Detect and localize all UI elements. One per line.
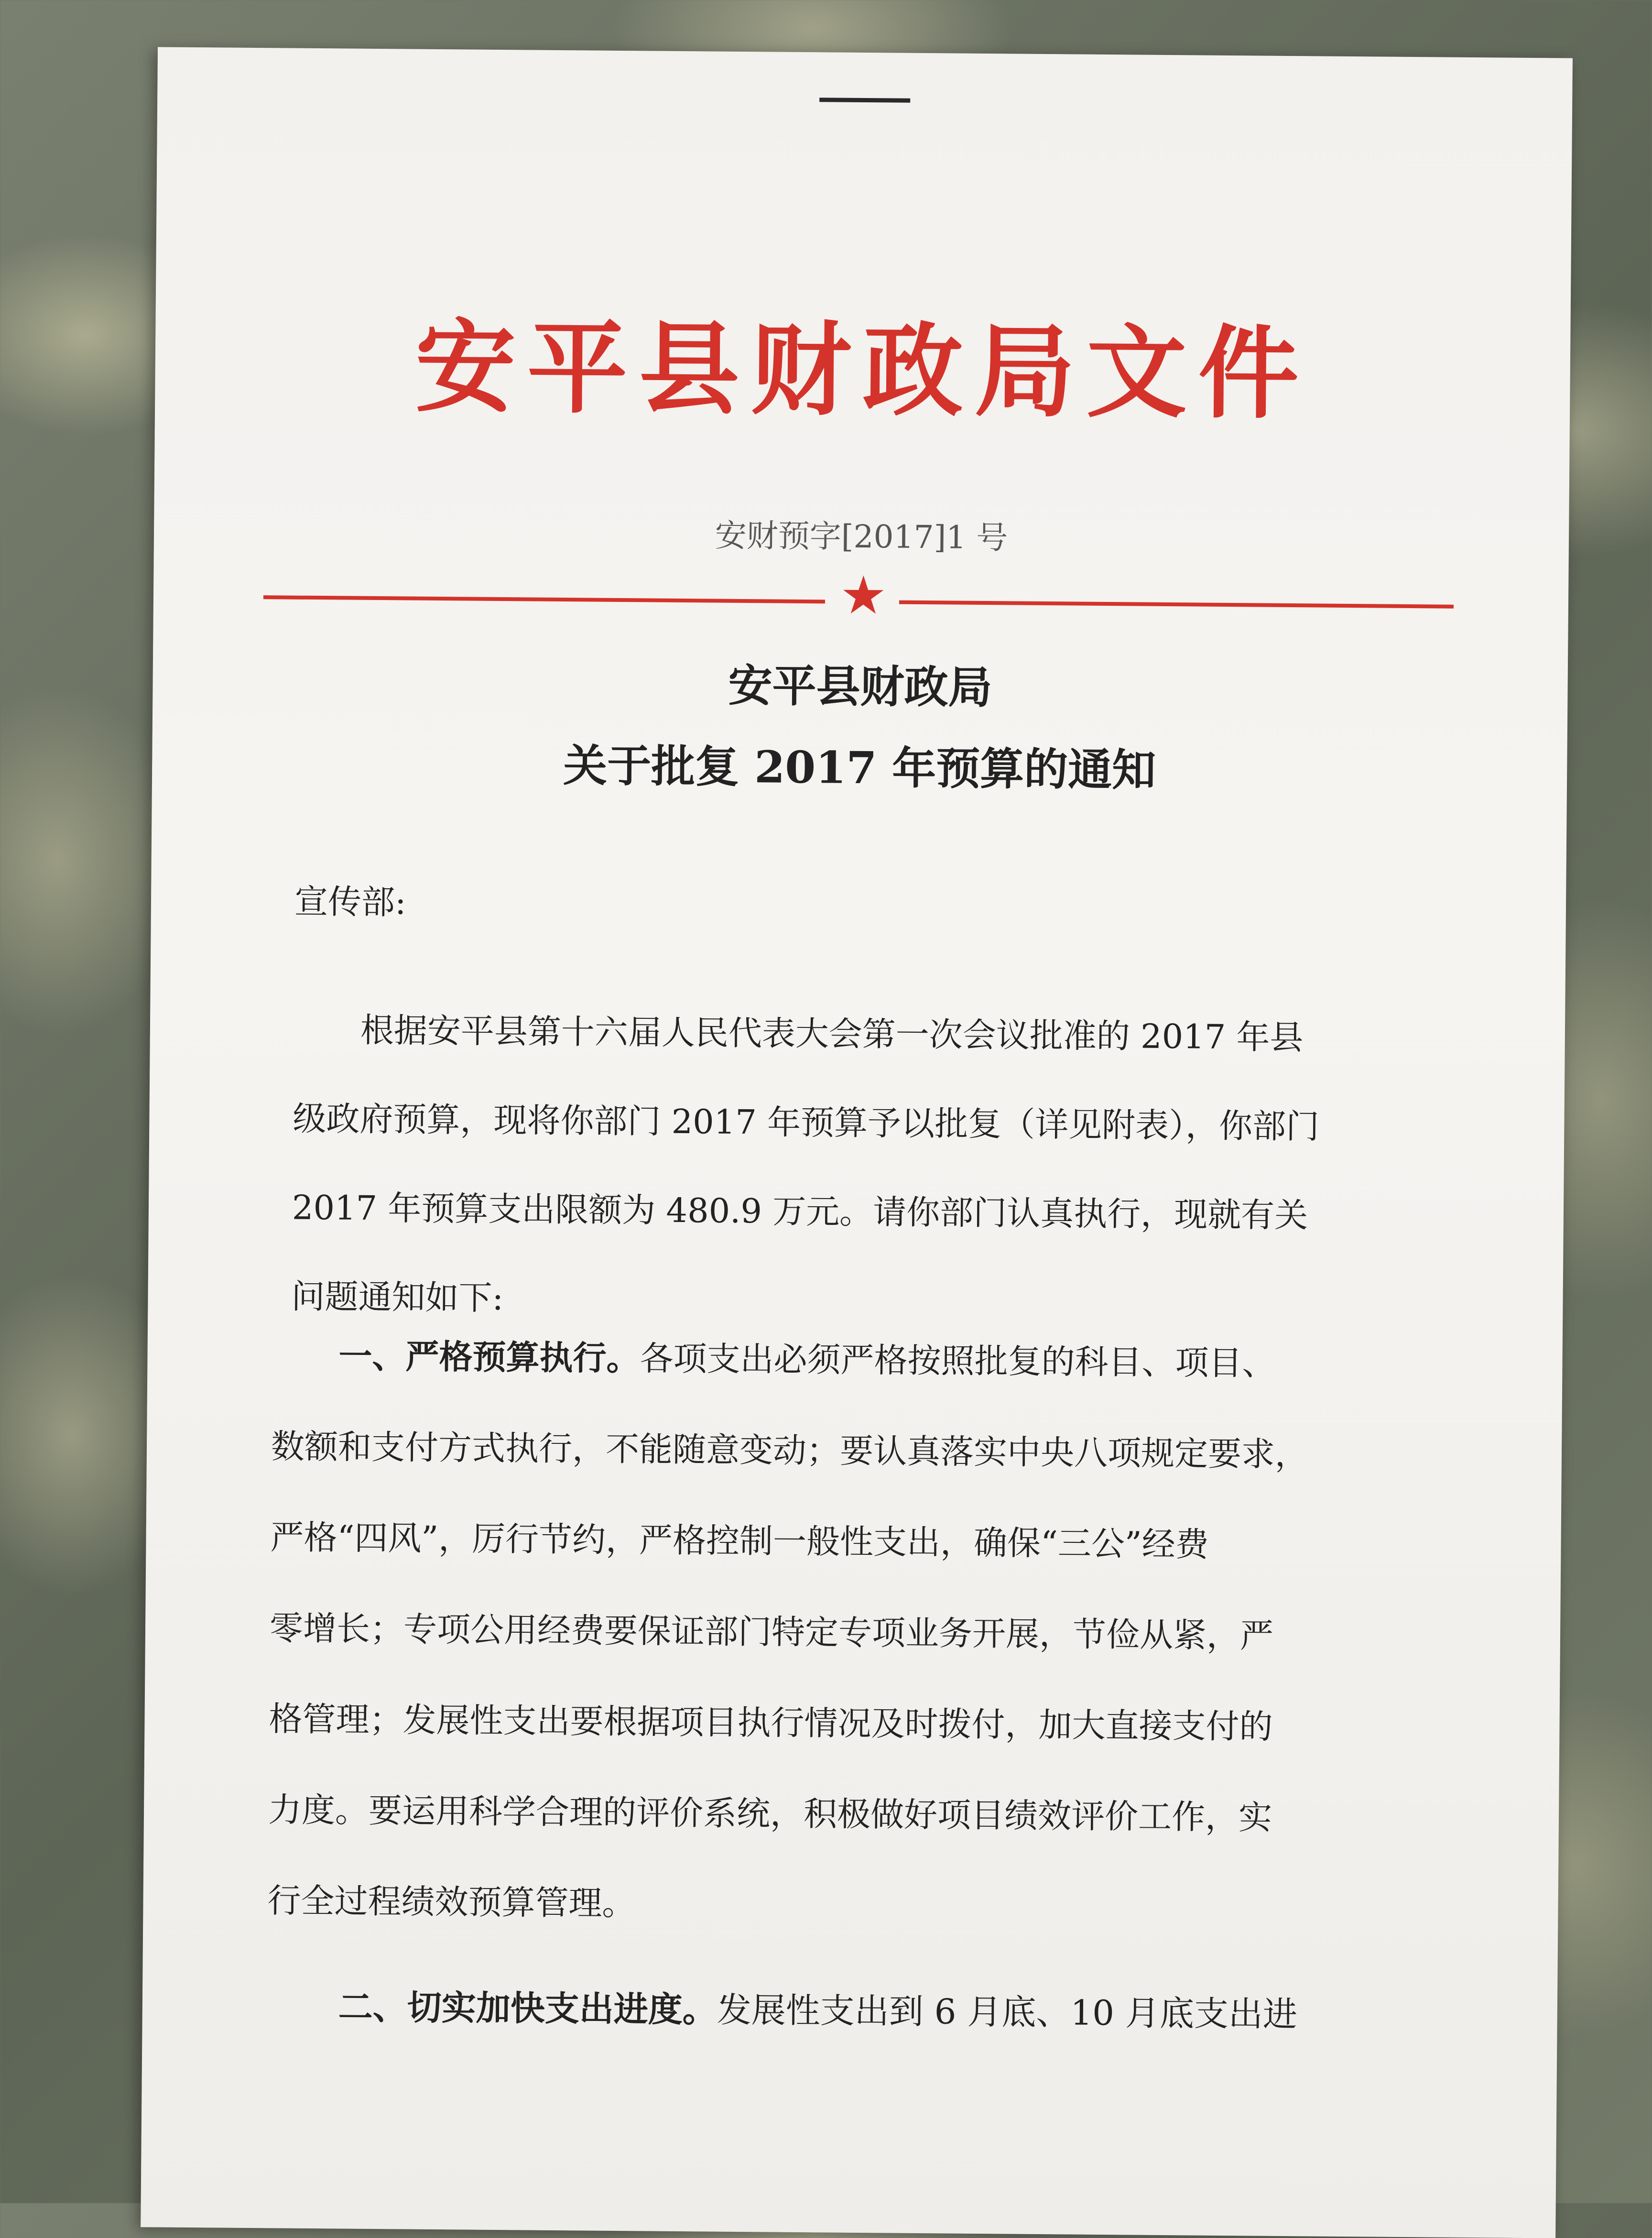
section-1-line: 数额和支付方式执行，不能随意变动；要认真落实中央八项规定要求， [271,1427,1309,1474]
star-icon: ★ [839,564,887,626]
section-1-first-line-text: 各项支出必须严格按照批复的科目、项目、 [640,1339,1276,1383]
page-mark [819,98,910,102]
document-header: 安平县财政局文件 [414,307,1311,433]
red-rule-right [899,600,1454,609]
section-1 [267,1310,1309,1954]
section-1-line: 严格“四风”，厉行节约，严格控制一般性支出，确保“三公”经费 [270,1517,1209,1564]
document-title-subject: 关于批复 2017 年预算的通知 [563,740,1156,796]
section-1-line: 零增长；专项公用经费要保证部门特定专项业务开展，节俭从紧，严 [269,1608,1274,1656]
section-2 [272,1986,1298,2035]
intro-paragraph [291,985,1320,1349]
intro-line: 根据安平县第十六届人民代表大会第一次会议批准的 2017 年县 [360,1010,1304,1058]
section-2-first-line [272,1986,1298,2035]
section-1-line: 力度。要运用科学合理的评价系统，积极做好项目绩效评价工作，实 [268,1790,1272,1837]
section-2-first-line-text: 发展性支出到 6 月底、10 月底支出进 [717,1989,1298,2035]
document-number: 安财预字[2017]1 号 [715,517,1008,557]
document-title-issuer: 安平县财政局 [728,659,993,714]
red-rule-left [263,595,825,603]
section-1-heading: 一、严格预算执行。 [338,1336,640,1378]
section-1-line: 行全过程绩效预算管理。 [267,1881,636,1923]
intro-line: 级政府预算，现将你部门 2017 年预算予以批复（详见附表），你部门 [293,1099,1320,1146]
section-2-heading: 二、切实加快支出进度。 [338,1986,717,2030]
intro-line: 2017 年预算支出限额为 480.9 万元。请你部门认真执行，现就有关 [292,1188,1308,1235]
section-1-line: 格管理；发展性支出要根据项目执行情况及时拨付，加大直接支付的 [269,1699,1273,1747]
intro-line: 问题通知如下: [291,1277,504,1318]
section-1-first-line [272,1310,1309,1409]
recipient: 宣传部: [294,882,406,922]
document-page [141,47,1573,2238]
